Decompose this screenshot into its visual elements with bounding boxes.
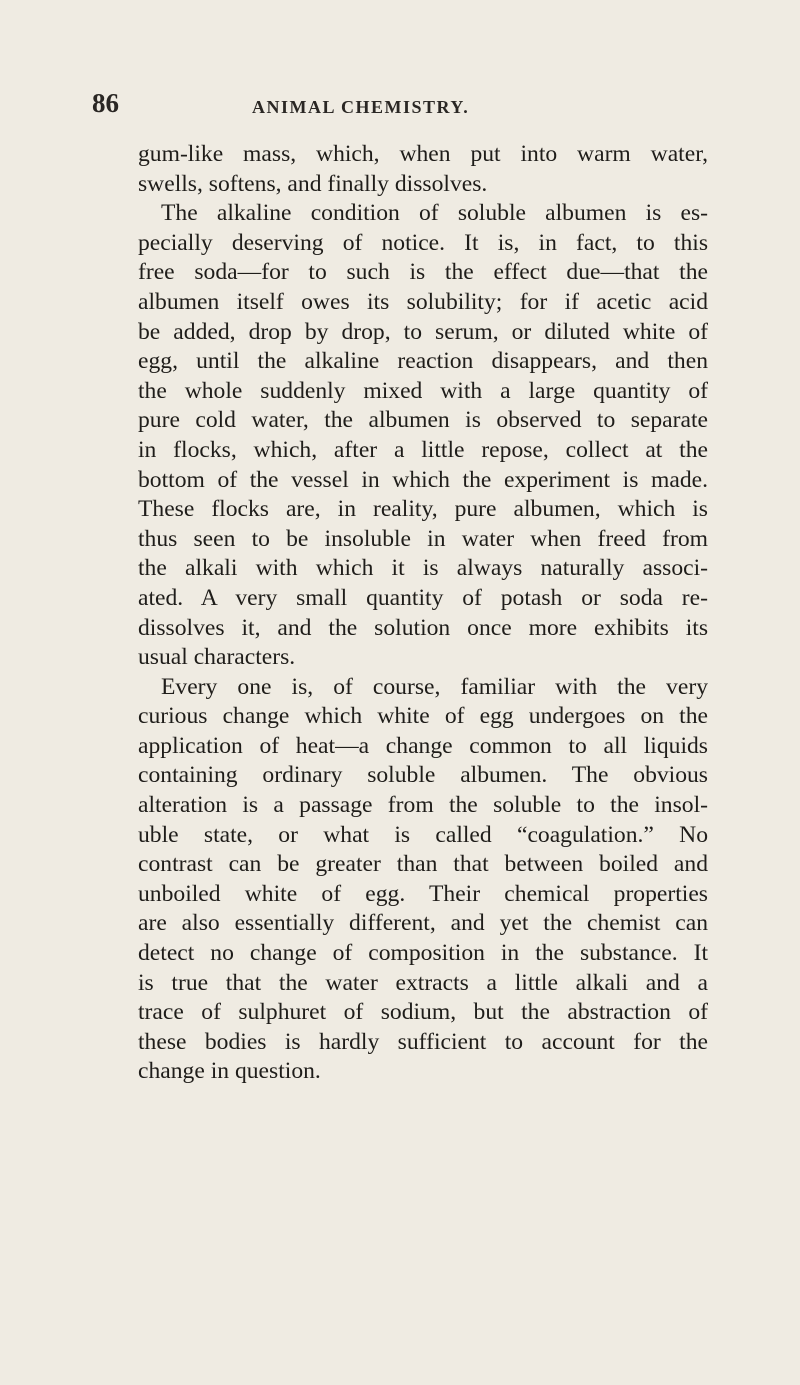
text-line: be added, drop by drop, to serum, or diluted white of	[138, 318, 708, 345]
text-line: egg, until the alkaline reaction disappears, and then	[138, 348, 708, 375]
text-line: is true that the water extracts a little alkali and a	[138, 969, 708, 996]
text-line: ated. A very small quantity of potash or soda re-	[138, 584, 708, 611]
text-line: bottom of the vessel in which the experiment is made.	[138, 466, 708, 493]
text-line: pecially deserving of notice. It is, in fact, to this	[138, 229, 708, 256]
text-line: containing ordinary soluble albumen. The obvious	[138, 762, 708, 789]
paragraph-start-line: Every one is, of course, familiar with the very	[161, 673, 708, 700]
text-line: unboiled white of egg. Their chemical properties	[138, 880, 708, 907]
text-line: swells, softens, and finally dissolves.	[138, 170, 488, 197]
text-line: application of heat—a change common to all liquids	[138, 732, 708, 759]
text-line: albumen itself owes its solubility; for if acetic acid	[138, 288, 708, 315]
paragraph-start-line: The alkaline condition of soluble albumen is es-	[161, 200, 708, 227]
text-line: These flocks are, in reality, pure albumen, which is	[138, 496, 708, 523]
text-line: trace of sulphuret of sodium, but the abstraction of	[138, 999, 708, 1026]
text-line: the whole suddenly mixed with a large quantity of	[138, 377, 708, 404]
text-line: usual characters.	[138, 644, 296, 671]
text-line: dissolves it, and the solution once more exhibits its	[138, 614, 708, 641]
text-line: change in question.	[138, 1058, 321, 1085]
text-line: alteration is a passage from the soluble to the insol-	[138, 792, 708, 819]
text-line: curious change which white of egg undergoes on the	[138, 703, 708, 730]
text-line: detect no change of composition in the substance. It	[138, 940, 708, 967]
text-line: gum-like mass, which, when put into warm water,	[138, 141, 708, 167]
text-line: pure cold water, the albumen is observed to separate	[138, 407, 708, 434]
text-line: uble state, or what is called “coagulation.” No	[138, 821, 708, 848]
text-line: these bodies is hardly sufficient to account for the	[138, 1028, 708, 1055]
body-text	[138, 140, 708, 1087]
text-line: thus seen to be insoluble in water when freed from	[138, 525, 708, 552]
text-line: the alkali with which it is always naturally associ-	[138, 555, 708, 582]
text-line: contrast can be greater than that between boiled and	[138, 851, 708, 878]
text-line: in flocks, which, after a little repose, collect at the	[138, 436, 708, 463]
text-line: are also essentially different, and yet the chemist can	[138, 910, 708, 937]
text-line: free soda—for to such is the effect due—that the	[138, 259, 708, 286]
running-head: ANIMAL CHEMISTRY.	[252, 97, 470, 117]
page-number: 86	[92, 88, 119, 118]
